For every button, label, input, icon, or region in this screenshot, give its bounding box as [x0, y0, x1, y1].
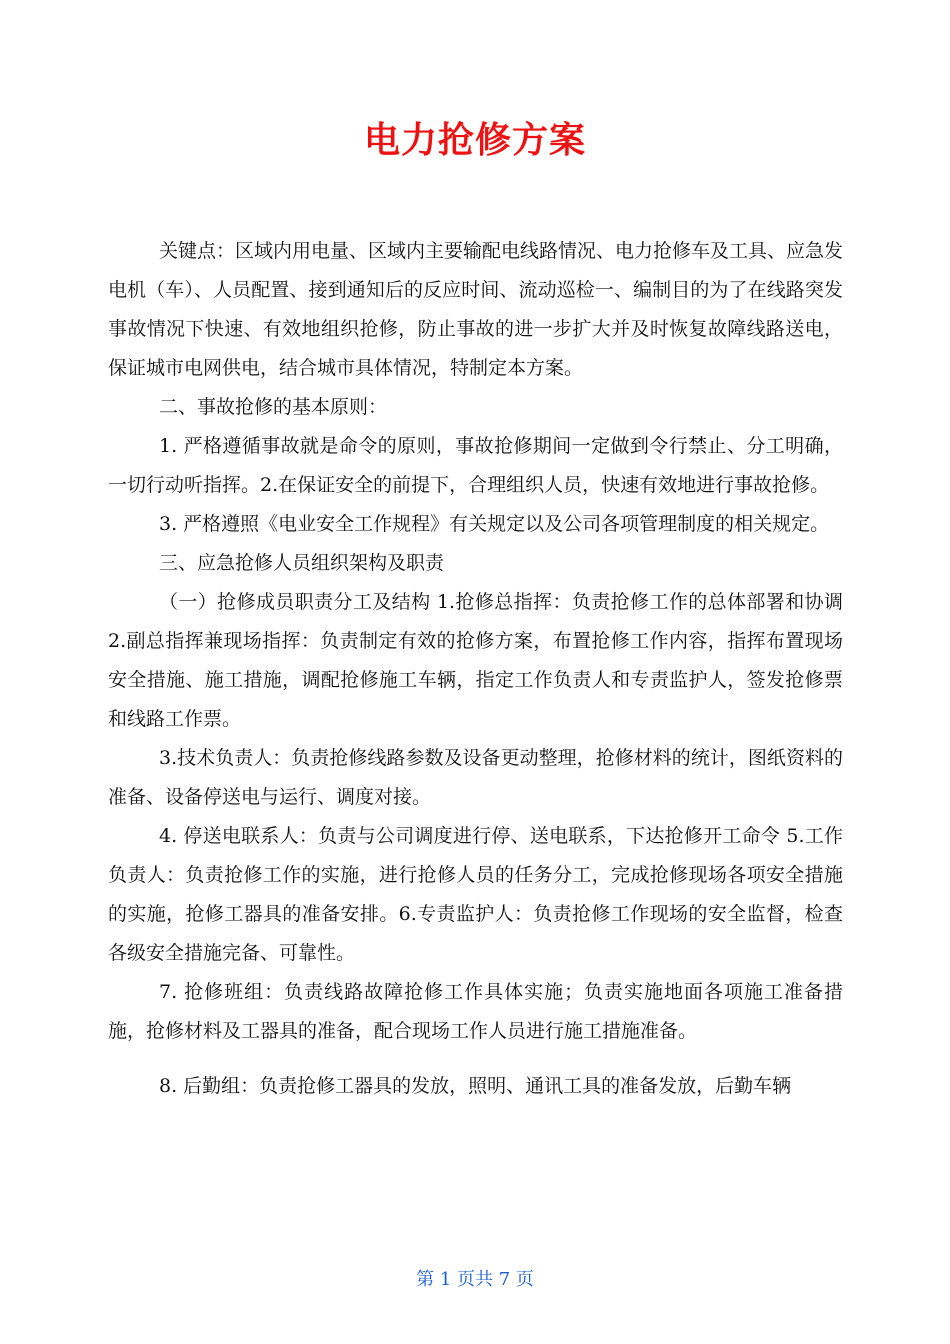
- paragraph-role-3: 3.技术负责人：负责抢修线路参数及设备更动整理，抢修材料的统计，图纸资料的准备、设备停送电与运行、调度对接。: [108, 747, 843, 808]
- paragraph-section-2-heading: 二、事故抢修的基本原则：: [159, 396, 388, 418]
- paragraph-role-7: 7. 抢修班组：负责线路故障抢修工作具体实施；负责实施地面各项施工准备措施，抢修材料及工器具的准备，配合现场工作人员进行施工措施准备。: [108, 981, 843, 1042]
- paragraph-key-points: 关键点：区域内用电量、区域内主要输配电线路情况、电力抢修车及工具、应急发电机（车）、人员配置、接到通知后的反应时间、流动巡检一、编制目的为了在线路突发事故情况下快速、有效地组织抢修，防止事故的进一步扩大并及时恢复故障线路送电，保证城市电网供电，结合城市具体情况，特制定本方案。: [108, 240, 844, 379]
- paragraph-principle-1-2: 1. 严格遵循事故就是命令的原则，事故抢修期间一定做到令行禁止、分工明确，一切行动听指挥。2.在保证安全的前提下，合理组织人员，快速有效地进行事故抢修。: [108, 435, 843, 496]
- document-title: 电力抢修方案: [363, 120, 586, 161]
- paragraph-role-8: 8. 后勤组：负责抢修工器具的发放，照明、通讯工具的准备发放，后勤车辆: [159, 1075, 792, 1097]
- paragraph-section-3-heading: 三、应急抢修人员组织架构及职责: [159, 552, 445, 574]
- paragraph-roles-1-2: （一）抢修成员职责分工及结构 1.抢修总指挥：负责抢修工作的总体部署和协调 2.副总指挥兼现场指挥：负责制定有效的抢修方案，布置抢修工作内容，指挥布置现场安全措施、施工措施，调配抢修施工车辆，指定工作负责人和专责监护人，签发抢修票和线路工作票。: [108, 591, 843, 730]
- paragraph-roles-4-6: 4. 停送电联系人：负责与公司调度进行停、送电联系，下达抢修开工命令 5.工作负责人：负责抢修工作的实施，进行抢修人员的任务分工，完成抢修现场各项安全措施的实施，抢修工器具的准备安排。6.专责监护人：负责抢修工作现场的安全监督，检查各级安全措施完备、可靠性。: [108, 825, 843, 964]
- document-body: [108, 232, 843, 1106]
- page-number-footer: 第 1 页共 7 页: [416, 1269, 534, 1290]
- paragraph-principle-3: 3. 严格遵照《电业安全工作规程》有关规定以及公司各项管理制度的相关规定。: [159, 513, 830, 535]
